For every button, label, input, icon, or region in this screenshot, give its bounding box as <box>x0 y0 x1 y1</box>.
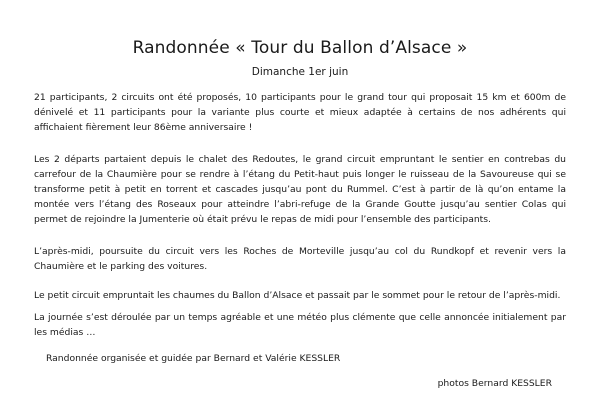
document-title: Randonnée « Tour du Ballon d’Alsace » <box>132 38 468 58</box>
paragraph-afternoon: L’après-midi, poursuite du circuit vers les Roches de Morteville jusqu’au col du Rundkopf et revenir vers la Chaumière et le parking des voitures. <box>34 246 566 272</box>
organizers-credit: Randonnée organisée et guidée par Bernard et Valérie KESSLER <box>46 353 341 364</box>
paragraph-weather: La journée s’est déroulée par un temps agréable et une météo plus clémente que celle annoncée initialement par les médias … <box>34 312 566 338</box>
event-date: Dimanche 1er juin <box>251 66 349 78</box>
paragraph-participants: 21 participants, 2 circuits ont été proposés, 10 participants pour le grand tour qui proposait 15 km et 600m de dénivelé et 11 participants pour la variante plus courte et mieux adaptée à certains de nos adhérents qui affichaient fièrement leur 86ème anniversaire ! <box>34 92 566 133</box>
photos-credit: photos Bernard KESSLER <box>437 378 552 389</box>
paragraph-route: Les 2 départs partaient depuis le chalet des Redoutes, le grand circuit empruntant le sentier en contrebas du carrefour de la Chaumière pour se rendre à l’étang du Petit-haut puis longer le ruisseau de la Savoureuse qui se transforme petit à petit en torrent et cascades jusqu’au pont du Rummel. C’est à partir de là qu’on entame la montée vers l’étang des Roseaux pour atteindre l’abri-refuge de la Grande Goutte jusqu’au sentier Colas qui permet de rejoindre la Jumenterie où était prévu le repas de midi pour l’ensemble des participants. <box>34 154 566 225</box>
paragraph-short-circuit: Le petit circuit empruntait les chaumes du Ballon d’Alsace et passait par le sommet pour le retour de l’après-midi. <box>34 290 561 301</box>
